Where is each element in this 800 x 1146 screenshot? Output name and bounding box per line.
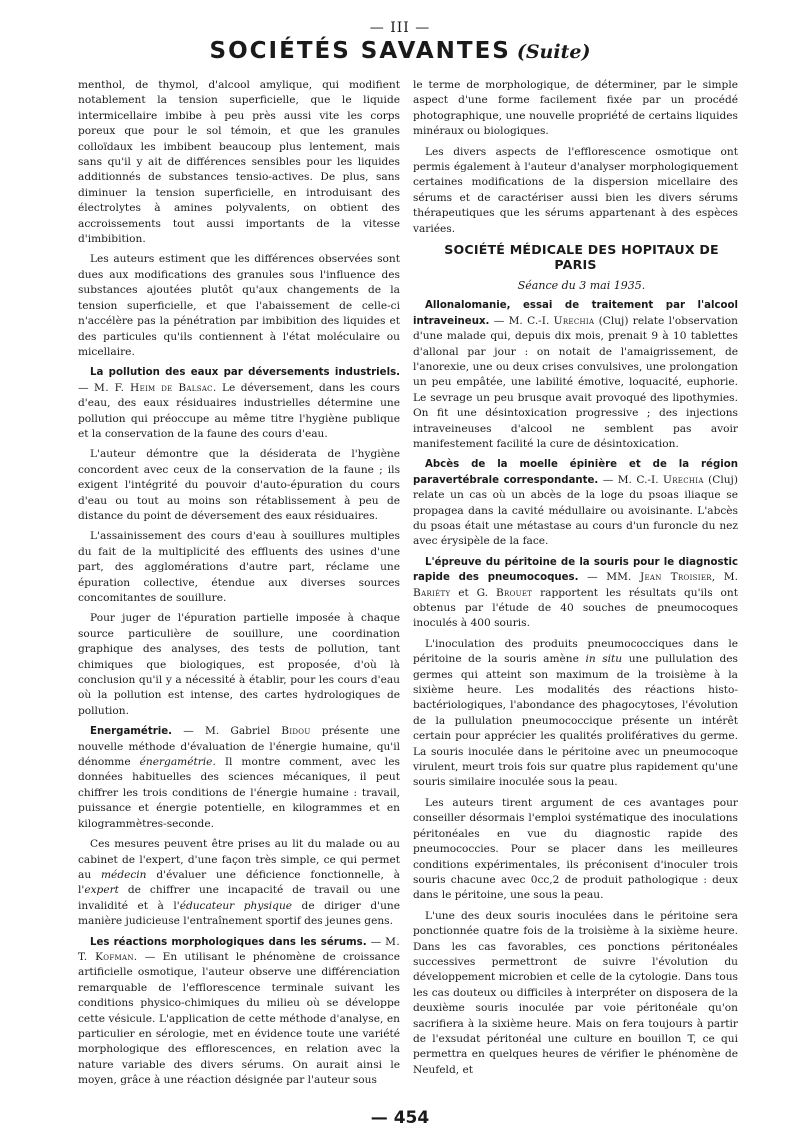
dash: — [78,381,95,394]
paragraph: le terme de morphologique, de déterminer, par le simple aspect d'une forme facilement fixée par un procédé photographique, une nouvelle propriété de certains liquides minéraux ou biologiques. [413,79,738,138]
article-heading: Energamétrie. [90,726,173,738]
article-text: Le déversement, dans les cours d'eau, des eaux résiduaires industrielles détermine une pollution qui préoccupe au même titre l'hygiène publique et la conservation de la faune des cours d'eau. [78,381,400,440]
article-heading: L'épreuve du péritoine de la souris pour le diagnostic rapide des pneumocoques. [413,556,738,584]
author-name: M. F. Heim de Balsac. [94,381,217,394]
paragraph: Les auteurs tirent argument de ces avantages pour conseiller désormais l'emploi systématique des inoculations péritonéales en vue du diagnostic rapide des pneumococcies. Pour se placer dans les meilleures conditions expérimentales, ils préconisent d'inoculer trois souris chacune avec 0cc,2 de produit pathologique : deux dans le péritoine, une sous la peau. [413,796,738,902]
page-number-roman: — III — [369,20,431,36]
article-text: rapportent les résultats qu'ils ont obtenus par l'étude de 40 souches de pneumocoques inoculés à 400 souris. [413,586,738,630]
page-title [0,38,800,64]
emphasis: médecin [101,868,147,881]
paragraph: L'une des deux souris inoculées dans le péritoine sera ponctionnée quatre fois de la troisième à la sixième heure. Dans les cas favorables, ces ponctions péritonéales successives permettront de suivre l'évolution du développement microbien et celle de la cytologie. Dans tous les cas douteux ou difficiles à interpréter on disposera de la deuxième souris inoculée par voie péritonéale qu'on sacrifiera à la sixième heure. Mais on fera toujours à partir de l'exsudat péritonéal une culture en bouillon T, ce qui permettra en quelques heures de vérifier le phénomène de Neufeld, et [413,909,738,1076]
article-text: (Cluj) relate un cas où un abcès de la loge du psoas iliaque se propagea dans la cavité médullaire ou avoisinante. L'abcès du psoas était une métastase au cours d'un furoncle du nez avec érysipèle de la face. [413,473,738,548]
article-heading: Abcès de la moelle épinière et de la région paravertébrale correspondante. [413,459,738,486]
text: M. Gabriel [204,725,282,738]
title-suite: (Suite) [516,41,591,63]
paragraph: Les auteurs estiment que les différences observées sont dues aux modifications des granules sous l'influence des substances ajoutées plutôt qu'aux changements de la tension superficielle, et que l'abaissement de celle-ci n'accélère pas la pénétration par imbibition des liquides et des particules qu'ils contiennent à l'état moléculaire ou micellaire. [78,253,400,358]
author-name: Jean Troisier [639,571,712,584]
section-title: SOCIÉTÉ MÉDICALE DES HOPITAUX DE PARIS [444,242,719,273]
author-name: Bidou [281,725,311,738]
text: , M. [711,571,738,584]
text: Ces mesures peuvent être prises au lit du malade ou au cabinet de l'expert, d'une façon très simple, ce qui permet au [78,838,400,881]
paragraph: L'assainissement des cours d'eau à souillures multiples du fait de la multiplicité des effluents des usines d'une part, des agglomérations d'autre part, réclame une épuration collective, étendue aux diverses sources concomitantes de souillure. [78,530,400,604]
paragraph: menthol, de thymol, d'alcool amylique, qui modifient notablement la tension superficielle, que le liquide intermicellaire imbibe à peu près aussi vite les corps poreux que pour le sol témoin, et que les granules colloïdaux les imbibent beaucoup plus lentement, mais sans qu'il y ait de différences sensibles pour les liquides additionnés de substances tensio-actives. De plus, sans diminuer la tension superficielle, en introduisant des électrolytes à amines polyvalents, on obtient des accroissements tout aussi importants de la vitesse d'imbibition. [78,79,400,246]
dash: — [366,935,386,948]
article-abces [413,457,738,549]
text: une pullulation des germes qui atteint son maximum de la troisième à la sixième heure. Les modalités des réactions histo-bactériologiques, l'abondance des phagocytoses, l'évolution de la pullulation pneumococcique présente un intérêt certain pour apprécier les qualités prolifératives du germe. La souris inoculée dans le péritoine avec un pneumocoque virulent, meurt trois fois sur quatre plus rapidement qu'une souris similaire inoculée sous la peau. [413,653,738,789]
text: — M. C.-I. [598,473,663,486]
paragraph [78,837,400,929]
emphasis: in situ [585,653,623,666]
text: — MM. [578,571,640,584]
text: — M. C.-I. [489,314,554,327]
article-heading: Les réactions morphologiques dans les sérums. [90,936,367,948]
text: et G. [450,586,496,599]
author-name: Bariéty [413,586,451,599]
title-main: SOCIÉTÉS SAVANTES [209,38,511,64]
text: d'évaluer une déficience fonctionnelle, à l' [78,868,400,897]
article-energametrie [78,724,400,832]
dash: — [172,725,205,738]
article-text: — En utilisant le phénomène de croissance artificielle osmotique, l'auteur observe une différenciation remarquable de l'efflorescence terminale suivant les conditions physico-chimiques du milieu où se développe cette vésicule. L'application de cette méthode d'analyse, en particulier en sérologie, met en évidence toute une variété morphologique des efflorescences, en relation avec la nature variable des divers sérums. On aurait ainsi le moyen, grâce à une réaction désignée par l'auteur sous [78,950,401,1087]
author-name: Brouet [495,586,533,599]
text: présente une nouvelle méthode d'évaluation de l'énergie humaine, qu'il dénomme [78,725,400,769]
emphasis: éducateur physique [179,899,293,912]
page-number: — 454 [370,1108,430,1128]
emphasis: expert [84,884,119,897]
text: de chiffrer une incapacité de travail ou une invalidité et à l' [78,884,400,912]
article-heading: La pollution des eaux par déversements industriels. [90,367,400,379]
article-text: (Cluj) relate l'observation d'une malade qui, depuis dix mois, prenait 9 à 10 tablettes d'allonal par jour : on notait de l'amaigrissement, de l'anorexie, une ou deux crises convulsives, une prolongation un peu empâtée, une labilité émotive, loquacité, euphorie. Le sevrage un peu brusque avait provoqué des lipothymies. On fit une désintoxication progressive ; des injections intraveineuses d'alcool ne semblent pas avoir manifestement facilité la cure de désintoxication. [413,314,738,450]
article-reactions [78,935,400,1089]
article-heading: Allonalomanie, essai de traitement par l'alcool intraveineux. [413,300,738,327]
paragraph: L'auteur démontre que la désiderata de l'hygiène concordent avec ceux de la conservation de la faune ; ils exigent l'intégrité du pouvoir d'auto-épuration du cours d'eau ou tout au moins son rétablissement à peu de distance du point de déversement des eaux résiduaires. [78,448,400,522]
section-subtitle: Séance du 3 mai 1935. [517,278,646,292]
author-name: M. T. Kofman. [78,935,400,963]
paragraph: Pour juger de l'épuration partielle imposée à chaque source particulière de souillure, une coordination graphique des analyses, des tests de pollution, tant chimiques que biologiques, est proposée, d'où là conclusion qu'il y a nécessité à établir, pour les cours d'eau où la pollution est intense, des cartes hydrologiques de pollution. [78,612,400,717]
text: de diriger d'une manière judicieuse l'entraînement sportif des jeunes gens. [78,899,400,928]
article-pollution [78,365,400,442]
author-name: Urechia [553,314,595,327]
left-column [78,78,400,1094]
text: Il montre comment, avec les données habituelles des sciences mécaniques, il peut chiffrer les trois conditions de l'énergie humaine : travail, puissance et énergie potentielle, en kilogrammes et en kilogrammètres-seconde. [78,756,400,830]
article-allonalomanie [413,298,738,452]
author-name: Urechia [662,473,704,486]
text: L'inoculation des produits pneumococciques dans le péritoine de la souris amène [413,637,738,666]
paragraph: Les divers aspects de l'efflorescence osmotique ont permis également à l'auteur d'analyser morphologiquement certaines modifications de la dispersion micellaire des sérums et de caractériser aussi bien les divers sérums thérapeutiques que les sérums appartenant à des espèces variées. [413,145,738,235]
article-epreuve [413,555,738,632]
right-column [413,78,738,1083]
emphasis: énergamétrie. [139,756,216,769]
paragraph [413,637,738,791]
